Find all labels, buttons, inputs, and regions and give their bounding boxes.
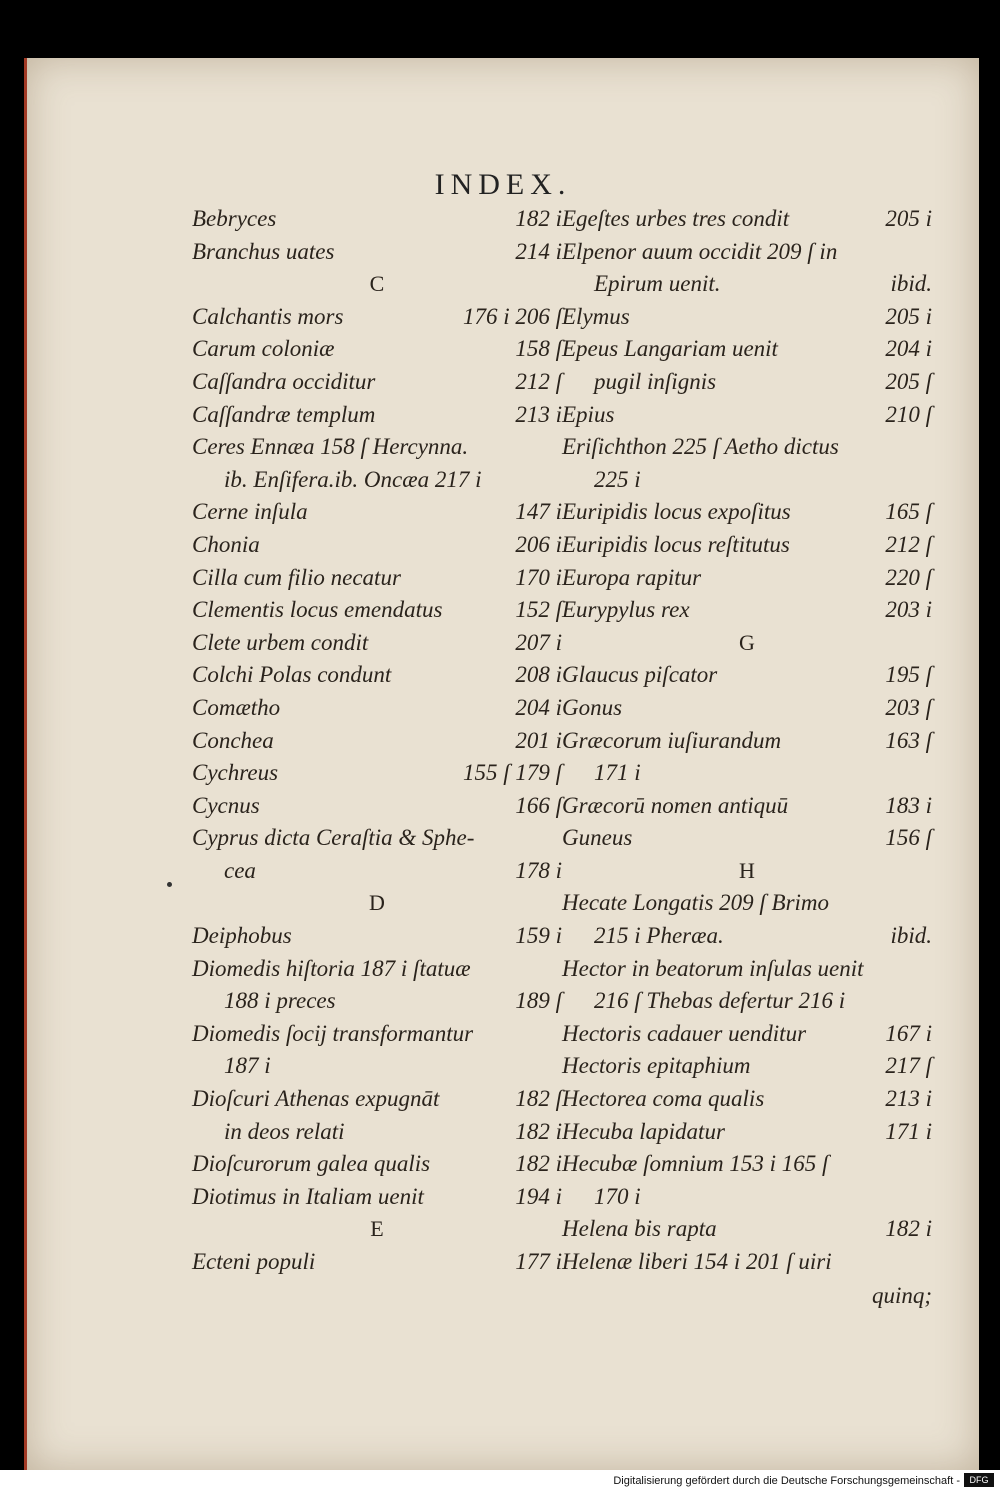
entry-pages: 207 i xyxy=(515,629,562,655)
index-entry xyxy=(562,593,932,626)
index-entry xyxy=(562,1017,932,1050)
index-entry xyxy=(192,463,562,496)
entry-pages: 212 ſ xyxy=(515,368,562,394)
index-entry xyxy=(192,365,562,398)
entry-pages: 205 i xyxy=(885,206,932,231)
index-entry xyxy=(562,1147,932,1180)
entry-term: Eurypylus rex xyxy=(562,597,690,623)
entry-term: Colchi Polas condunt xyxy=(192,662,392,688)
footer-bar xyxy=(0,1470,1000,1489)
entry-term: Guneus xyxy=(562,825,633,851)
catchword xyxy=(562,1279,932,1312)
index-entry xyxy=(192,235,562,268)
index-entry xyxy=(192,854,562,887)
index-entry xyxy=(562,561,932,594)
entry-term: Gonus xyxy=(562,694,623,720)
index-entry xyxy=(192,952,562,985)
entry-pages: 182 ſ xyxy=(515,1086,562,1112)
index-entry xyxy=(192,398,562,431)
entry-pages: 182 i xyxy=(885,1216,932,1242)
index-entry xyxy=(192,202,562,235)
entry-term: Epius xyxy=(562,401,615,427)
index-entry xyxy=(192,984,562,1017)
entry-term: Ceres Ennæa 158 ſ Hercynna. xyxy=(192,434,469,460)
entry-term: Glaucus piſcator xyxy=(562,662,718,688)
entry-pages: 159 i xyxy=(515,923,562,949)
index-entry xyxy=(192,626,562,659)
index-entry xyxy=(192,1115,562,1148)
catchword-text: quinq; xyxy=(871,1283,932,1308)
entry-term: Conchea xyxy=(192,727,274,753)
entry-pages: 217 ſ xyxy=(885,1053,932,1079)
index-entry xyxy=(562,984,932,1017)
index-entry xyxy=(562,821,932,854)
index-entry xyxy=(192,332,562,365)
index-entry xyxy=(562,626,932,659)
index-entry xyxy=(192,561,562,594)
entry-term: Caſſandræ templum xyxy=(192,401,376,427)
entry-pages: 170 i xyxy=(515,564,562,590)
entry-pages: 194 i xyxy=(515,1183,562,1209)
index-entry xyxy=(192,1212,562,1245)
entry-term: Euripidis locus reſtitutus xyxy=(562,531,790,557)
index-entry xyxy=(192,1082,562,1115)
index-entry xyxy=(562,495,932,528)
index-entry xyxy=(562,658,932,691)
entry-pages: 212 ſ xyxy=(885,531,932,557)
entry-term: Epirum uenit. xyxy=(594,271,721,297)
index-entry xyxy=(192,1049,562,1082)
index-entry xyxy=(192,658,562,691)
entry-term: Dioſcurorum galea qualis xyxy=(192,1151,431,1177)
entry-term: 215 i Pheræa. xyxy=(594,923,724,949)
entry-term: Hector in beatorum inſulas uenit xyxy=(562,955,864,981)
entry-term: pugil inſignis xyxy=(594,368,717,394)
entry-term: 188 i preces xyxy=(224,988,336,1014)
index-entry xyxy=(562,919,932,952)
entry-pages: 176 i 206 ſ xyxy=(462,303,562,329)
entry-pages: 214 i xyxy=(515,238,562,264)
index-entry xyxy=(562,365,932,398)
index-entry xyxy=(562,1245,932,1278)
entry-term: 187 i xyxy=(224,1053,271,1079)
entry-pages: 183 i xyxy=(885,792,932,818)
index-entry xyxy=(562,886,932,919)
entry-pages: 210 ſ xyxy=(885,401,932,427)
index-entry xyxy=(192,267,562,300)
entry-pages: 171 i xyxy=(885,1118,932,1144)
index-entry xyxy=(192,593,562,626)
entry-term: Cychreus xyxy=(192,760,279,786)
entry-term: Egeſtes urbes tres condit xyxy=(562,206,790,231)
index-entry xyxy=(192,724,562,757)
entry-pages: 147 i xyxy=(515,499,562,525)
index-entry xyxy=(192,789,562,822)
entry-pages: 195 ſ xyxy=(885,662,932,688)
entry-term: Europa rapitur xyxy=(562,564,702,590)
index-entry xyxy=(562,463,932,496)
entry-term: Deiphobus xyxy=(192,923,292,949)
index-entry xyxy=(192,1180,562,1213)
index-entry xyxy=(562,430,932,463)
index-column-right xyxy=(562,202,932,1278)
dfg-logo: DFG xyxy=(964,1473,994,1487)
entry-term: Diotimus in Italiam uenit xyxy=(192,1183,424,1209)
entry-term: Helena bis rapta xyxy=(562,1216,717,1242)
page-header: INDEX. xyxy=(434,168,572,201)
index-entry xyxy=(192,821,562,854)
entry-pages: 167 i xyxy=(885,1020,932,1046)
index-entry xyxy=(562,398,932,431)
entry-pages: 182 i xyxy=(515,206,562,231)
entry-term: Ecteni populi xyxy=(192,1249,316,1274)
entry-pages: 201 i xyxy=(515,727,562,753)
entry-term: in deos relati xyxy=(224,1118,345,1144)
entry-term: Bebryces xyxy=(192,206,277,231)
entry-term: Elpenor auum occidit 209 ſ in xyxy=(562,238,838,264)
index-entry xyxy=(192,691,562,724)
entry-pages: 182 i xyxy=(515,1151,562,1177)
entry-term: Clete urbem condit xyxy=(192,629,369,655)
entry-term: Calchantis mors xyxy=(192,303,344,329)
index-entry xyxy=(562,1115,932,1148)
entry-pages: 206 i xyxy=(515,531,562,557)
entry-term: Hecate Longatis 209 ſ Brimo xyxy=(562,890,830,916)
index-entry xyxy=(562,1212,932,1245)
index-entry xyxy=(562,1180,932,1213)
index-entry xyxy=(562,691,932,724)
entry-term: Eriſichthon 225 ſ Aetho dictus xyxy=(562,434,839,460)
entry-term: Hectoris cadauer uenditur xyxy=(562,1020,807,1046)
footer-credit: Digitalisierung gefördert durch die Deutsche Forschungsgemeinschaft - xyxy=(613,1475,960,1487)
entry-pages: 182 i xyxy=(515,1118,562,1144)
index-entry xyxy=(562,952,932,985)
entry-term: Græcorū nomen antiquū xyxy=(562,792,789,818)
entry-term: Carum coloniæ xyxy=(192,336,335,362)
entry-term: Dioſcuri Athenas expugnāt xyxy=(192,1086,440,1112)
index-entry xyxy=(562,332,932,365)
entry-pages: 203 i xyxy=(885,597,932,623)
entry-term: ib. Enſifera.ib. Oncæa 217 i xyxy=(224,466,482,492)
index-entry xyxy=(562,724,932,757)
entry-term: C xyxy=(369,271,385,297)
entry-term: Epeus Langariam uenit xyxy=(562,336,778,362)
entry-pages: 213 i xyxy=(885,1086,932,1112)
entry-term: 216 ſ Thebas defertur 216 i xyxy=(594,988,846,1014)
entry-pages: 178 i xyxy=(515,857,562,883)
index-entry xyxy=(192,430,562,463)
entry-pages: 152 ſ xyxy=(515,597,562,623)
entry-term: Hectoris epitaphium xyxy=(562,1053,751,1079)
entry-term: Euripidis locus expoſitus xyxy=(562,499,791,525)
entry-term: Hecubæ ſomnium 153 i 165 ſ xyxy=(562,1151,829,1177)
entry-pages: 208 i xyxy=(515,662,562,688)
ink-blot xyxy=(167,882,172,887)
entry-term: Hectorea coma qualis xyxy=(562,1086,765,1112)
entry-term: Græcorum iuſiurandum xyxy=(562,727,782,753)
entry-pages: 189 ſ xyxy=(515,988,562,1014)
index-entry xyxy=(562,202,932,235)
entry-term: 225 i xyxy=(594,466,641,492)
entry-term: Diomedis hiſtoria 187 i ſtatuæ xyxy=(192,955,471,981)
index-entry xyxy=(192,528,562,561)
entry-pages: 155 ſ 179 ſ xyxy=(462,760,562,786)
entry-term: 171 i xyxy=(594,760,641,786)
index-entry xyxy=(562,756,932,789)
index-entry xyxy=(192,886,562,919)
entry-pages: 205 ſ xyxy=(885,368,932,394)
index-entry xyxy=(562,267,932,300)
entry-pages: 156 ſ xyxy=(885,825,932,851)
entry-pages: 165 ſ xyxy=(885,499,932,525)
index-entry xyxy=(562,300,932,333)
entry-term: Helenæ liberi 154 i 201 ſ uiri xyxy=(562,1249,832,1274)
entry-pages: 166 ſ xyxy=(515,792,562,818)
entry-term: Comætho xyxy=(192,694,281,720)
entry-pages: 163 ſ xyxy=(885,727,932,753)
entry-term: Cilla cum filio necatur xyxy=(192,564,401,590)
entry-term: 170 i xyxy=(594,1183,641,1209)
index-entry xyxy=(192,1245,562,1278)
index-entry xyxy=(562,854,932,887)
entry-term: D xyxy=(369,890,385,916)
index-entry xyxy=(562,528,932,561)
entry-term: Branchus uates xyxy=(192,238,335,264)
entry-term: Chonia xyxy=(192,531,260,557)
entry-term: Diomedis ſocij transformantur xyxy=(192,1020,474,1046)
index-entry xyxy=(562,789,932,822)
index-entry xyxy=(192,1017,562,1050)
entry-term: G xyxy=(739,629,755,655)
index-entry xyxy=(192,1147,562,1180)
entry-pages: 213 i xyxy=(515,401,562,427)
index-column-left xyxy=(192,202,562,1278)
entry-term: Clementis locus emendatus xyxy=(192,597,443,623)
entry-term: Cerne inſula xyxy=(192,499,308,525)
index-entry xyxy=(562,1082,932,1115)
entry-pages: 203 ſ xyxy=(885,694,932,720)
index-entry xyxy=(192,300,562,333)
book-page xyxy=(24,58,979,1470)
entry-pages: 205 i xyxy=(885,303,932,329)
entry-term: H xyxy=(739,857,755,883)
index-entry xyxy=(192,919,562,952)
index-entry xyxy=(192,495,562,528)
entry-term: Elymus xyxy=(562,303,630,329)
entry-pages: ibid. xyxy=(890,271,932,297)
entry-pages: 220 ſ xyxy=(885,564,932,590)
entry-pages: ibid. xyxy=(890,923,932,949)
entry-term: cea xyxy=(224,857,256,883)
entry-pages: 158 ſ xyxy=(515,336,562,362)
index-entry xyxy=(562,235,932,268)
entry-pages: 204 i xyxy=(515,694,562,720)
entry-pages: 177 i xyxy=(515,1249,562,1274)
index-entry xyxy=(192,756,562,789)
entry-term: Cyprus dicta Ceraſtia & Sphe- xyxy=(192,825,475,851)
entry-term: Caſſandra occiditur xyxy=(192,368,376,394)
entry-term: E xyxy=(370,1216,384,1242)
entry-pages: 204 i xyxy=(885,336,932,362)
entry-term: Hecuba lapidatur xyxy=(562,1118,725,1144)
entry-term: Cycnus xyxy=(192,792,260,818)
index-entry xyxy=(562,1049,932,1082)
